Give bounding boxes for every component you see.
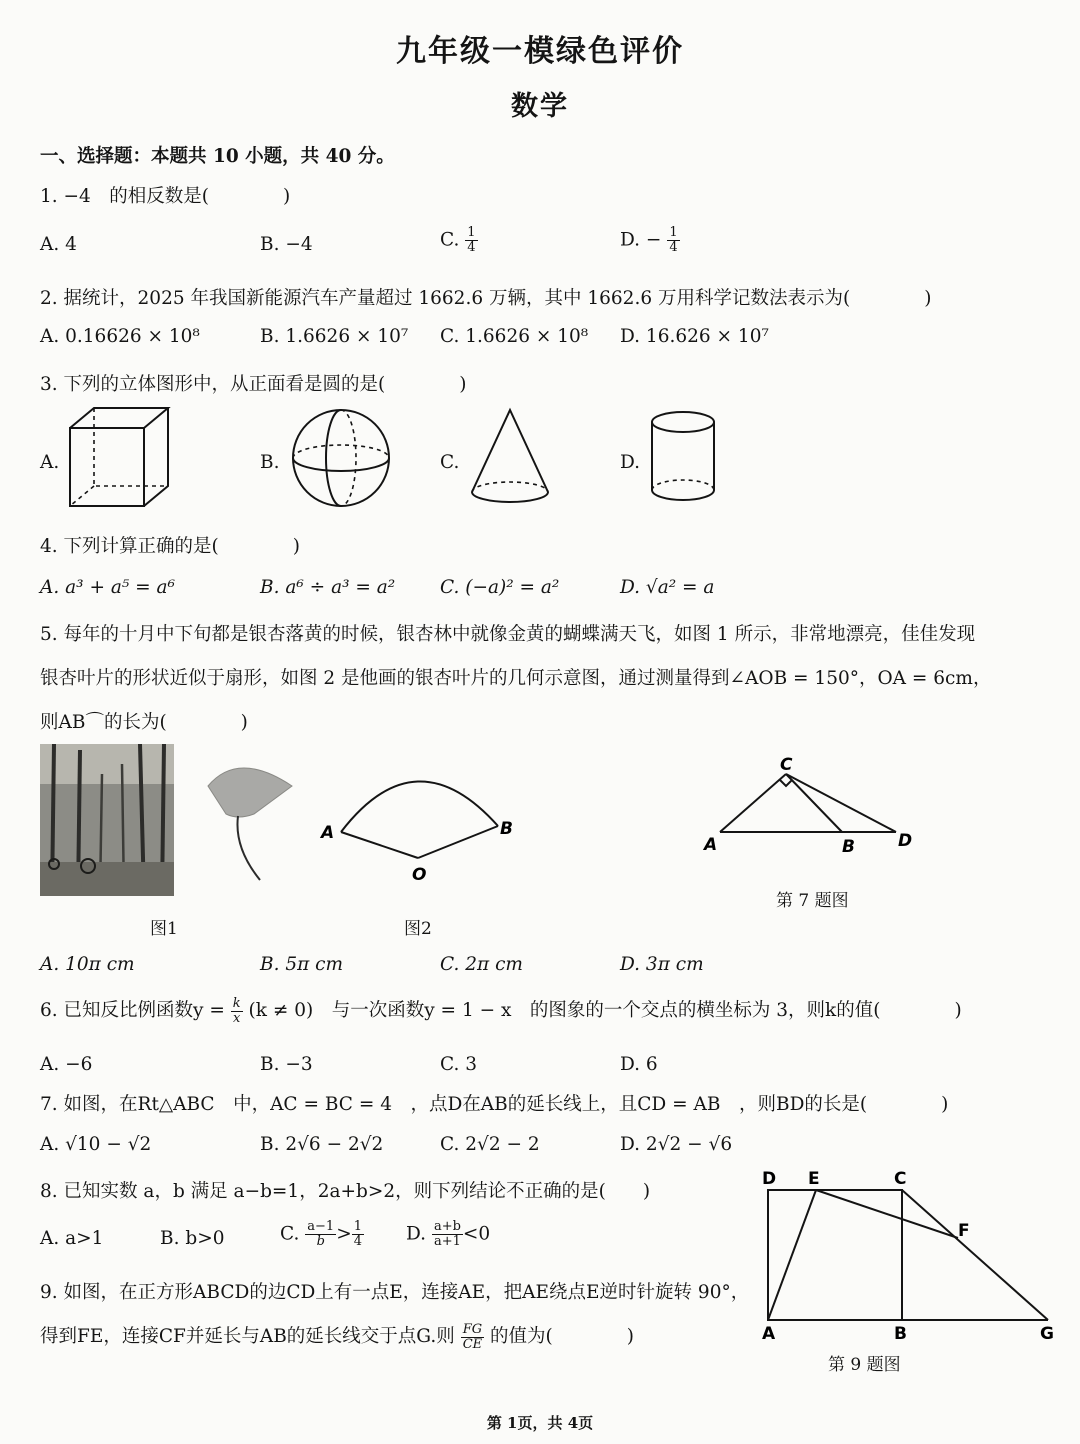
q9-denominator: CE: [462, 1336, 483, 1352]
cone-base-back: [472, 482, 548, 492]
q8-option-d: [406, 1220, 490, 1249]
ginkgo-leaf-blade: [208, 768, 292, 817]
q4-option-c: C. (−a)² = a²: [440, 577, 560, 598]
q2-stem: 2. 据统计，2025 年我国新能源汽车产量超过 1662.6 万辆，其中 1662.6 万用科学记数法表示为( ): [40, 288, 932, 309]
q8-option-b: B. b>0: [160, 1228, 225, 1249]
line-cb: [786, 774, 842, 832]
cone-figure: [464, 406, 560, 510]
cylinder-top: [652, 412, 714, 432]
q5-option-c: C. 2π cm: [440, 954, 523, 975]
q5-option-b: B. 5π cm: [260, 954, 344, 975]
ginkgo-leaf-stem: [237, 816, 260, 880]
q5-line3: 则AB⌒的长为( ): [40, 712, 248, 733]
q1-option-c-fraction: [465, 226, 477, 255]
q8-c-relation: >: [336, 1223, 352, 1245]
q3-label-b: B.: [260, 452, 280, 473]
q6-fraction: [231, 997, 243, 1026]
q1-option-c-label: C.: [440, 229, 460, 251]
q7-option-d: D. 2√2 − √6: [620, 1134, 733, 1155]
cube-figure: [64, 404, 174, 512]
fig7-label-a: A: [704, 835, 718, 855]
q4-option-d: D. √a² = a: [620, 577, 715, 598]
q2-option-d: D. 16.626 × 10⁷: [620, 326, 769, 347]
right-angle-mark: [780, 780, 792, 786]
q6-stem-post: (k ≠ 0) 与一次函数y = 1 − x 的图象的一个交点的横坐标为 3，则k的值( ): [248, 1000, 962, 1021]
q8-option-c: [280, 1220, 364, 1249]
figure2-caption: 图2: [404, 919, 432, 939]
sphere-equator-back: [293, 445, 389, 458]
q7-option-b: B. 2√6 − 2√2: [260, 1134, 384, 1155]
q6-stem: [40, 996, 962, 1026]
sphere-outline: [293, 410, 389, 506]
q6-stem-pre: 6. 已知反比例函数y =: [40, 1000, 225, 1021]
exam-title: 九年级一模绿色评价: [396, 34, 684, 69]
q3-label-c: C.: [440, 452, 460, 473]
cone-base-front: [472, 492, 548, 502]
q7-option-a: A. √10 − √2: [40, 1134, 152, 1155]
square-abcd: [768, 1190, 902, 1320]
fig7-label-d: D: [898, 831, 913, 851]
fig9-label-f: F: [958, 1221, 970, 1241]
q8-c-numerator-2: 1: [353, 1219, 362, 1234]
q8-option-c-label: C.: [280, 1223, 300, 1245]
sector-arc-ab: [341, 781, 498, 832]
fig9-label-a: A: [762, 1324, 776, 1344]
sphere-meridian-front: [326, 410, 341, 506]
ginkgo-leaf-figure: [198, 756, 302, 886]
q4-stem: 4. 下列计算正确的是( ): [40, 536, 300, 557]
q4-option-a: A. a³ + a⁵ = a⁶: [40, 577, 175, 598]
q5-line1: 5. 每年的十月中下旬都是银杏落黄的时候，银杏林中就像金黄的蝴蝶满天飞，如图 1 所示，非常地漂亮，佳佳发现: [40, 624, 976, 645]
fig9-label-d: D: [762, 1169, 777, 1189]
figure9-caption: 第 9 题图: [828, 1355, 901, 1375]
q1-option-b: B. −4: [260, 234, 313, 255]
q9-fraction: [461, 1323, 484, 1352]
q8-d-fraction: [432, 1220, 463, 1249]
sector-label-b: B: [500, 819, 513, 839]
q7-stem: 7. 如图，在Rt△ABC 中，AC = BC = 4 ，点D在AB的延长线上，且CD = AB ，则BD的长是( ): [40, 1094, 949, 1115]
q9-numerator: FG: [461, 1323, 484, 1338]
q1-option-c: [440, 226, 478, 255]
triangle-figure-7: [700, 752, 922, 862]
q6-option-d: D. 6: [620, 1054, 658, 1075]
q6-numerator: k: [232, 995, 241, 1011]
fig9-label-c: C: [894, 1169, 907, 1189]
q2-option-b: B. 1.6626 × 10⁷: [260, 326, 409, 347]
figure1-caption: 图1: [150, 919, 178, 939]
line-cd: [786, 774, 896, 832]
q5-line2: 银杏叶片的形状近似于扇形，如图 2 是他画的银杏叶片的几何示意图，通过测量得到∠AOB = 150°，OA = 6cm，: [40, 668, 992, 689]
q1-option-d-label: D. −: [620, 229, 662, 251]
line-ae: [768, 1190, 816, 1320]
q6-option-b: B. −3: [260, 1054, 313, 1075]
q2-option-c: C. 1.6626 × 10⁸: [440, 326, 589, 347]
exam-subject: 数学: [511, 91, 569, 122]
photo-ground: [40, 862, 174, 896]
fig7-label-b: B: [842, 837, 855, 857]
cube-hidden-edges: [94, 408, 168, 486]
cube-top-face: [70, 408, 168, 428]
fig9-label-b: B: [894, 1324, 907, 1344]
q7-option-c: C. 2√2 − 2: [440, 1134, 540, 1155]
q1-option-a: A. 4: [40, 234, 77, 255]
q9-line2-post: 的值为( ): [490, 1326, 634, 1347]
q6-option-a: A. −6: [40, 1054, 93, 1075]
q1-d-denominator: 4: [669, 240, 678, 255]
sector-figure: [316, 770, 528, 886]
q6-option-c: C. 3: [440, 1054, 478, 1075]
sphere-meridian-back: [341, 410, 356, 506]
q8-c-denominator-2: 4: [353, 1234, 362, 1249]
sphere-figure: [286, 404, 396, 512]
q8-d-numerator: a+b: [433, 1219, 461, 1234]
fig9-label-g: G: [1040, 1324, 1054, 1344]
q8-option-d-label: D.: [406, 1223, 427, 1245]
line-ac: [720, 774, 786, 832]
q1-c-denominator: 4: [467, 240, 476, 255]
sector-radius-oa: [341, 832, 418, 858]
fig7-label-c: C: [780, 755, 793, 775]
cylinder-base-front: [652, 490, 714, 500]
sphere-equator-front: [293, 458, 389, 471]
q5-option-d: D. 3π cm: [620, 954, 704, 975]
q3-label-d: D.: [620, 452, 641, 473]
sector-label-a: A: [321, 823, 335, 843]
q6-denominator: x: [233, 1010, 241, 1026]
cylinder-figure: [646, 406, 722, 508]
q8-c-denominator: b: [316, 1234, 325, 1249]
cube-hidden-diagonal: [70, 486, 94, 506]
cube-side-face: [144, 408, 168, 506]
q9-line2: [40, 1322, 634, 1352]
q9-line2-pre: 得到FE，连接CF并延长与AB的延长线交于点G.则: [40, 1326, 455, 1347]
q4-option-b: B. a⁶ ÷ a³ = a²: [260, 577, 396, 598]
square-figure-9: [752, 1164, 1062, 1350]
q8-stem: 8. 已知实数 a，b 满足 a−b=1，2a+b>2，则下列结论不正确的是( ): [40, 1181, 651, 1202]
page-number: 第 1页，共 4页: [486, 1414, 594, 1432]
cylinder-base-back: [652, 480, 714, 490]
q8-c-fraction-2: [352, 1220, 364, 1249]
photo-sky: [40, 744, 174, 784]
q1-stem: 1. −4 的相反数是( ): [40, 186, 291, 207]
line-cg: [902, 1190, 1048, 1320]
q3-label-a: A.: [40, 452, 60, 473]
q1-option-d-fraction: [667, 226, 679, 255]
q5-option-a: A. 10π cm: [40, 954, 135, 975]
section-heading: 一、选择题：本题共 10 小题，共 40 分。: [40, 146, 395, 167]
line-ef: [816, 1190, 958, 1238]
q1-c-numerator: 1: [467, 225, 476, 240]
q9-line1: 9. 如图，在正方形ABCD的边CD上有一点E，连接AE，把AE绕点E逆时针旋转 90°，: [40, 1282, 750, 1303]
ginkgo-forest-photo: [40, 744, 174, 896]
q2-option-a: A. 0.16626 × 10⁸: [40, 326, 200, 347]
q3-stem: 3. 下列的立体图形中，从正面看是圆的是( ): [40, 374, 467, 395]
figure7-caption: 第 7 题图: [776, 891, 849, 911]
q8-option-a: A. a>1: [40, 1228, 104, 1249]
q1-option-d: [620, 226, 680, 255]
cube-front-face: [70, 428, 144, 506]
q8-d-relation: <0: [462, 1223, 491, 1245]
fig9-label-e: E: [808, 1169, 820, 1189]
cone-sides: [472, 410, 548, 492]
sector-label-o: O: [412, 865, 427, 885]
q8-c-numerator: a−1: [307, 1219, 335, 1234]
q8-c-fraction: [305, 1220, 336, 1249]
sector-radius-ob: [418, 826, 498, 858]
q1-d-numerator: 1: [669, 225, 678, 240]
q8-d-denominator: a+1: [433, 1234, 461, 1249]
